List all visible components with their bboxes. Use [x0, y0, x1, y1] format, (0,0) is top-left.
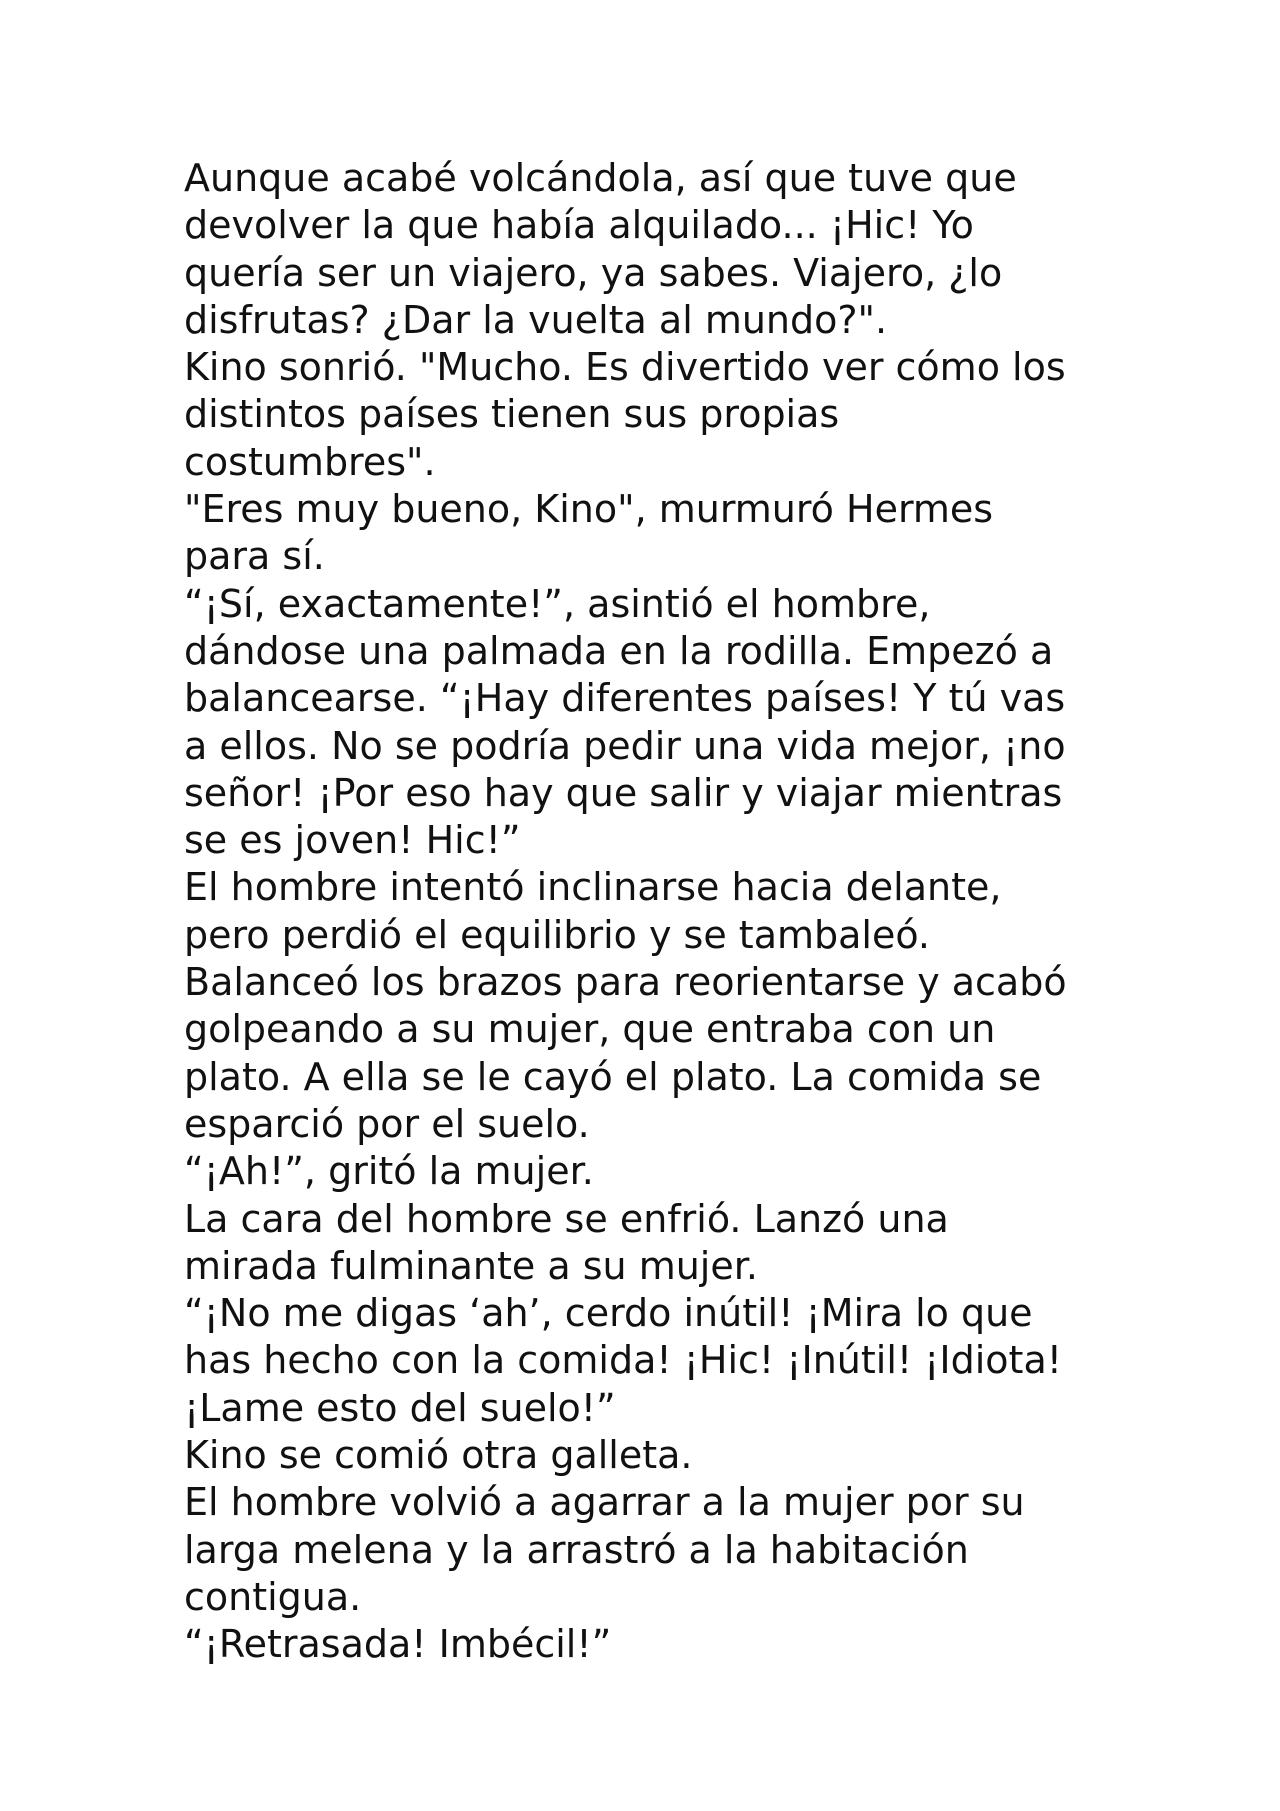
text-line: El hombre intentó inclinarse hacia delante, — [184, 865, 1002, 910]
text-line: "Eres muy bueno, Kino", murmuró Hermes — [184, 487, 994, 532]
text-line: ¡Lame esto del suelo!” — [184, 1385, 616, 1430]
text-line: mirada fulminante a su mujer. — [184, 1243, 758, 1288]
text-line: quería ser un viajero, ya sabes. Viajero, ¿lo — [184, 250, 1003, 295]
text-line: dándose una palmada en la rodilla. Empezó a — [184, 628, 1054, 673]
text-line: “¡Sí, exactamente!”, asintió el hombre, — [184, 581, 931, 626]
text-line: balancearse. “¡Hay diferentes países! Y tú vas — [184, 676, 1066, 721]
text-line: se es joven! Hic!” — [184, 818, 521, 863]
text-line: señor! ¡Por eso hay que salir y viajar mientras — [184, 770, 1063, 815]
text-line: larga melena y la arrastró a la habitación — [184, 1527, 969, 1572]
text-line: Kino sonrió. "Mucho. Es divertido ver cómo los — [184, 345, 1066, 390]
text-line: pero perdió el equilibrio y se tambaleó. — [184, 912, 931, 957]
text-line: contigua. — [184, 1574, 362, 1619]
text-line: devolver la que había alquilado... ¡Hic! Yo — [184, 203, 974, 248]
text-line: has hecho con la comida! ¡Hic! ¡Inútil! ¡Idiota! — [184, 1338, 1062, 1383]
text-line: “¡No me digas ‘ah’, cerdo inútil! ¡Mira lo que — [184, 1291, 1033, 1336]
text-line: Kino se comió otra galleta. — [184, 1433, 693, 1478]
text-line: distintos países tienen sus propias — [184, 392, 840, 437]
text-line: La cara del hombre se enfrió. Lanzó una — [184, 1196, 949, 1241]
text-line: esparció por el suelo. — [184, 1101, 590, 1146]
text-line: golpeando a su mujer, que entraba con un — [184, 1007, 996, 1052]
body-text — [184, 155, 1114, 1669]
text-line: Aunque acabé volcándola, así que tuve que — [184, 156, 1017, 200]
text-line: “¡Retrasada! Imbécil!” — [184, 1622, 612, 1667]
text-line: costumbres". — [184, 439, 436, 484]
text-line: El hombre volvió a agarrar a la mujer por su — [184, 1480, 1025, 1525]
text-line: plato. A ella se le cayó el plato. La comida se — [184, 1054, 1042, 1099]
text-line: a ellos. No se podría pedir una vida mejor, ¡no — [184, 723, 1066, 768]
text-line: disfrutas? ¿Dar la vuelta al mundo?". — [184, 297, 888, 342]
text-line: Balanceó los brazos para reorientarse y acabó — [184, 960, 1067, 1005]
text-line: “¡Ah!”, gritó la mujer. — [184, 1149, 594, 1194]
text-line: para sí. — [184, 534, 325, 579]
